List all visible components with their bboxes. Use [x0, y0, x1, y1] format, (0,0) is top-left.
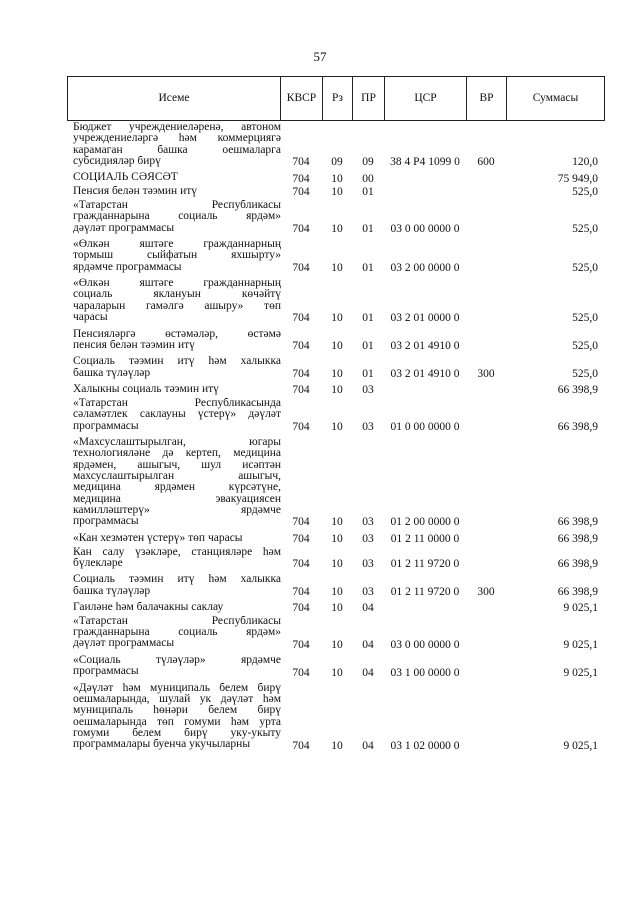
row-name: [73, 186, 281, 197]
row-name-line: Кан салу үзәкләре, станцияләре һәм: [73, 546, 281, 558]
table-row: [67, 278, 605, 324]
row-name-line: программасы: [73, 666, 139, 678]
table-row: [67, 533, 605, 545]
row-kvsr: 704: [292, 602, 310, 615]
row-name-line: камилләштерү» ярдәмче: [73, 504, 281, 516]
table-row: [67, 574, 605, 598]
row-name-line: «Өлкән яштәге гражданнарның: [73, 239, 281, 251]
row-name-line: социаль яклануын көчәйтү: [73, 289, 281, 301]
table-row: [67, 398, 605, 433]
row-name-line: «Татарстан Республикасында: [73, 398, 281, 409]
table-row: [67, 616, 605, 651]
row-name: [73, 437, 281, 527]
header-pr: ПР: [353, 77, 385, 120]
row-name-line: башка түләүләр: [73, 585, 151, 597]
row-vr: 300: [477, 585, 495, 598]
table-row: [67, 384, 605, 396]
header-sum: Суммасы: [532, 92, 579, 104]
table-row: [67, 200, 605, 235]
row-name: [73, 655, 281, 678]
row-name-line: оешмаларында, шулай ук дәүләт һәм: [73, 694, 281, 706]
table-row: [67, 122, 605, 168]
row-rz: 10: [331, 420, 343, 433]
row-name-line: Халыкны социаль тәэмин итү: [73, 384, 219, 396]
row-rz: 10: [331, 222, 343, 235]
row-pr: 03: [362, 558, 374, 571]
row-name: [73, 384, 281, 395]
row-pr: 01: [362, 340, 374, 353]
row-pr: 01: [362, 367, 374, 380]
row-csr: 01 2 11 9720 0: [390, 585, 460, 598]
row-kvsr: 704: [292, 558, 310, 571]
header-name: Исеме: [68, 77, 281, 120]
row-name-line: бүлекләре: [73, 557, 123, 569]
table-header: [67, 76, 605, 121]
row-name-line: гражданнарына социаль ярдәм»: [73, 211, 281, 223]
row-rz: 10: [331, 340, 343, 353]
row-kvsr: 704: [292, 340, 310, 353]
row-name-line: Социаль тәэмин итү һәм халыкка: [73, 574, 281, 586]
table-row: [67, 172, 605, 184]
row-rz: 09: [331, 156, 343, 169]
table-row: [67, 602, 605, 614]
table-row: [67, 356, 605, 380]
row-name-line: тормыш сыйфатын яхшырту»: [73, 250, 281, 262]
row-name-line: программасы: [73, 420, 139, 432]
row-kvsr: 704: [292, 532, 310, 545]
row-name-line: Пенсияләргә өстәмәләр, өстәмә: [73, 328, 281, 340]
row-name-line: «Махсуслаштырылган, югары: [73, 437, 281, 449]
row-name-line: учреждениеләргә һәм коммерциягә: [73, 133, 281, 145]
row-name-line: субсидияләр бирү: [73, 155, 161, 167]
row-pr: 01: [362, 261, 374, 274]
row-name: [73, 329, 281, 352]
row-sum: 66 398,9: [557, 558, 598, 571]
row-pr: 03: [362, 585, 374, 598]
row-name-line: оешмаларында төп гомуми һәм урта: [73, 716, 281, 728]
row-rz: 10: [331, 261, 343, 274]
header-kvsr: КВСР: [281, 77, 323, 120]
row-pr: 03: [362, 516, 374, 529]
row-name: [73, 602, 281, 613]
row-csr: 03 2 01 0000 0: [390, 312, 460, 325]
row-name-line: «Татарстан Республикасы: [73, 615, 281, 627]
row-name: [73, 356, 281, 379]
table-row: [67, 186, 605, 198]
row-csr: 38 4 Р4 1099 0: [390, 156, 460, 169]
row-name-line: гомуми белем бирү уку-укыту: [73, 727, 281, 739]
table-row: [67, 655, 605, 679]
row-pr: 03: [362, 532, 374, 545]
row-kvsr: 704: [292, 367, 310, 380]
row-pr: 04: [362, 739, 374, 752]
row-pr: 03: [362, 420, 374, 433]
row-sum: 66 398,9: [557, 516, 598, 529]
row-sum: 525,0: [572, 186, 598, 199]
row-sum: 9 025,1: [563, 739, 598, 752]
row-csr: 01 2 11 9720 0: [390, 558, 460, 571]
row-name-line: медицина эвакуациясен: [73, 493, 281, 505]
table-row: [67, 683, 605, 752]
row-name: [73, 398, 281, 432]
row-kvsr: 704: [292, 186, 310, 199]
row-name-line: ярдәмен, ашыгыч, шул исәптән: [73, 459, 281, 471]
row-sum: 75 949,0: [557, 172, 598, 185]
row-name-line: дәүләт программасы: [73, 222, 175, 234]
row-name-line: ярдәмче программасы: [73, 261, 182, 273]
table-row: [67, 329, 605, 353]
row-rz: 10: [331, 602, 343, 615]
row-name: [73, 122, 281, 167]
row-csr: 03 1 00 0000 0: [390, 666, 460, 679]
row-rz: 10: [331, 516, 343, 529]
row-name-line: «Социаль түләүләр» ярдәмче: [73, 655, 281, 666]
row-rz: 10: [331, 384, 343, 397]
row-name-line: дәүләт программасы: [73, 638, 175, 650]
row-rz: 10: [331, 186, 343, 199]
row-vr: 300: [477, 367, 495, 380]
row-sum: 525,0: [572, 261, 598, 274]
row-sum: 525,0: [572, 340, 598, 353]
row-kvsr: 704: [292, 666, 310, 679]
row-csr: 03 1 02 0000 0: [390, 739, 460, 752]
row-name: [73, 574, 281, 597]
row-sum: 66 398,9: [557, 384, 598, 397]
row-sum: 120,0: [572, 156, 598, 169]
row-csr: 01 0 00 0000 0: [390, 420, 460, 433]
row-sum: 9 025,1: [563, 638, 598, 651]
row-kvsr: 704: [292, 222, 310, 235]
row-pr: 01: [362, 312, 374, 325]
row-pr: 01: [362, 222, 374, 235]
row-sum: 525,0: [572, 312, 598, 325]
row-name: [73, 683, 281, 751]
row-csr: 03 2 01 4910 0: [390, 367, 460, 380]
row-csr: 03 0 00 0000 0: [390, 638, 460, 651]
row-pr: 04: [362, 602, 374, 615]
row-rz: 10: [331, 585, 343, 598]
row-name: [73, 616, 281, 650]
row-rz: 10: [331, 666, 343, 679]
row-kvsr: 704: [292, 261, 310, 274]
row-pr: 04: [362, 638, 374, 651]
row-csr: 03 2 00 0000 0: [390, 261, 460, 274]
row-csr: 03 0 00 0000 0: [390, 222, 460, 235]
row-name-line: технологияләне дә кертеп, медицина: [73, 448, 281, 460]
row-rz: 10: [331, 367, 343, 380]
row-name-line: махсуслаштырылган ашыгыч,: [73, 470, 281, 482]
header-csr: ЦСР: [385, 77, 467, 120]
row-pr: 09: [362, 156, 374, 169]
row-kvsr: 704: [292, 156, 310, 169]
row-kvsr: 704: [292, 585, 310, 598]
row-name: [73, 239, 281, 273]
row-rz: 10: [331, 172, 343, 185]
row-rz: 10: [331, 312, 343, 325]
row-pr: 03: [362, 384, 374, 397]
row-pr: 04: [362, 666, 374, 679]
row-name: [73, 172, 281, 183]
row-sum: 9 025,1: [563, 666, 598, 679]
row-sum: 525,0: [572, 222, 598, 235]
row-name-line: Пенсия белән тәэмин итү: [73, 186, 198, 198]
row-name: [73, 278, 281, 323]
row-name-line: «Кан хезмәтен үстерү» төп чарасы: [73, 532, 243, 544]
page-number: 57: [313, 49, 327, 64]
row-name-line: чараларын гамәлгә ашыру» төп: [73, 300, 281, 312]
row-csr: 01 2 00 0000 0: [390, 516, 460, 529]
row-sum: 66 398,9: [557, 532, 598, 545]
row-vr: 600: [477, 156, 495, 169]
row-name-line: башка түләүләр: [73, 367, 151, 379]
row-pr: 01: [362, 186, 374, 199]
row-rz: 10: [331, 638, 343, 651]
row-name-line: «Дәүләт һәм муниципаль белем бирү: [73, 682, 281, 694]
table-row: [67, 547, 605, 571]
table-row: [67, 437, 605, 528]
row-name: [73, 547, 281, 570]
row-name-line: гражданнарына социаль ярдәм»: [73, 627, 281, 639]
row-kvsr: 704: [292, 739, 310, 752]
row-kvsr: 704: [292, 516, 310, 529]
header-rz: Рз: [323, 77, 353, 120]
row-sum: 525,0: [572, 367, 598, 380]
row-kvsr: 704: [292, 312, 310, 325]
row-name-line: медицина ярдәмен күрсәтүне,: [73, 482, 281, 494]
row-rz: 10: [331, 739, 343, 752]
row-name: [73, 533, 281, 544]
row-csr: 01 2 11 0000 0: [390, 532, 460, 545]
row-kvsr: 704: [292, 638, 310, 651]
row-name-line: сәламәтлек саклауны үстерү» дәүләт: [73, 409, 281, 421]
row-name-line: Гаиләне һәм балачакны саклау: [73, 602, 224, 614]
row-name-line: чарасы: [73, 312, 108, 324]
row-sum: 9 025,1: [563, 602, 598, 615]
row-name-line: «Татарстан Республикасы: [73, 200, 281, 211]
row-name-line: карамаган башка оешмаларга: [73, 144, 281, 156]
row-name: [73, 200, 281, 234]
row-name-line: пенсия белән тәэмин итү: [73, 339, 195, 351]
row-name-line: «Өлкән яштәге гражданнарның: [73, 278, 281, 290]
row-name-line: программасы: [73, 516, 139, 528]
row-sum: 66 398,9: [557, 585, 598, 598]
row-rz: 10: [331, 558, 343, 571]
row-pr: 00: [362, 172, 374, 185]
row-csr: 03 2 01 4910 0: [390, 340, 460, 353]
row-kvsr: 704: [292, 384, 310, 397]
row-name-line: Бюджет учреждениеләренә, автоном: [73, 122, 281, 133]
table-row: [67, 239, 605, 274]
header-vr: ВР: [467, 77, 507, 120]
row-name-line: СОЦИАЛЬ СӘЯСӘТ: [73, 172, 178, 184]
row-kvsr: 704: [292, 420, 310, 433]
row-name-line: муниципаль һөнәри белем бирү: [73, 705, 281, 717]
row-name-line: программалары буенча укучыларны: [73, 739, 251, 751]
row-sum: 66 398,9: [557, 420, 598, 433]
row-kvsr: 704: [292, 172, 310, 185]
row-name-line: Социаль тәэмин итү һәм халыкка: [73, 356, 281, 368]
row-rz: 10: [331, 532, 343, 545]
